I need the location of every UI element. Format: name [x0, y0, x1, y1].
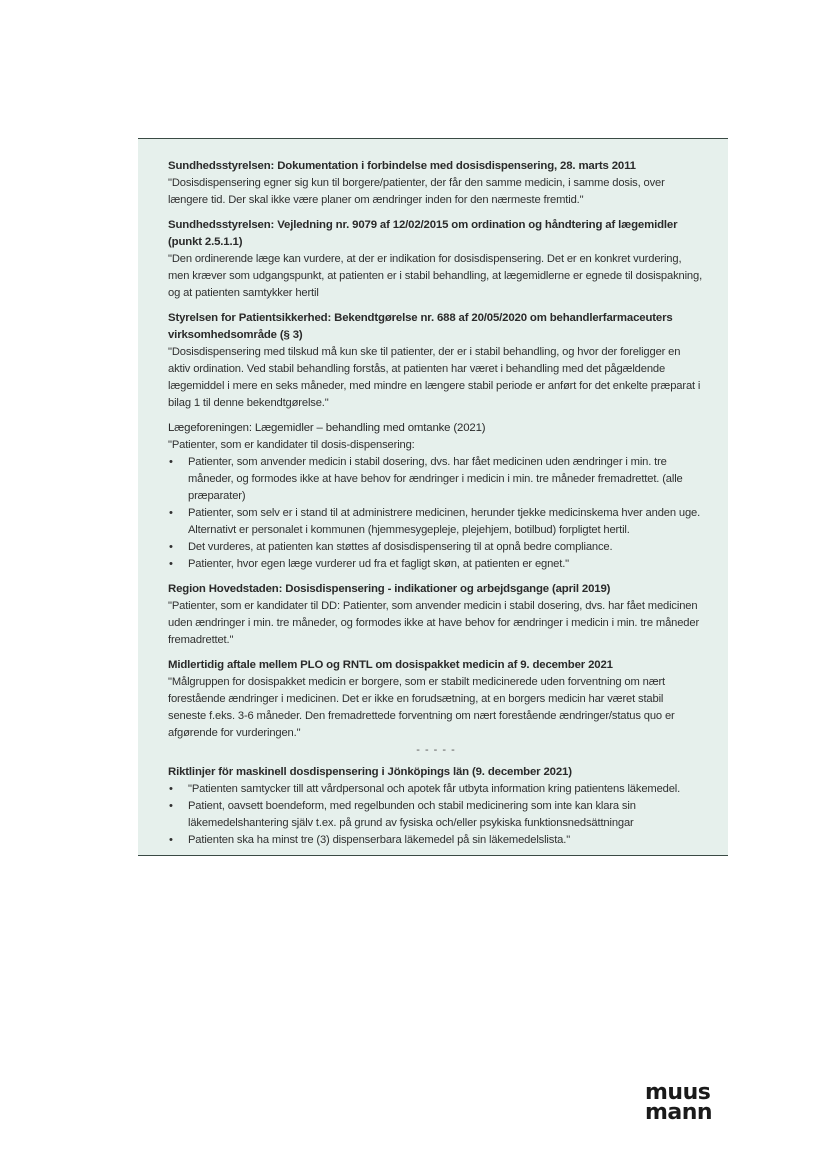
section-stps-2020: [168, 310, 704, 412]
list-item: • Patient, oavsett boendeform, med regelbunden och stabil medicinering som inte kan klara sin läkemedelshantering själv t.ex. på grund av fysiska och/eller psykiska funktionsnedsättningar: [168, 798, 704, 832]
logo-line: muus: [645, 1080, 711, 1105]
section-heading: Region Hovedstaden: Dosisdispensering - indikationer og arbejdsgange (april 2019): [168, 583, 611, 595]
section-laegeforeningen: [168, 420, 704, 573]
section-heading: Sundhedsstyrelsen: Dokumentation i forbindelse med dosisdispensering, 28. marts 2011: [168, 160, 636, 172]
section-body: "Den ordinerende læge kan vurdere, at der er indikation for dosisdispensering. Det er en konkret vurdering, men kræver som udgangspunkt, at patienten er i stabil behandling, at lægemidlerne er egnede til dosispakning, og at patienten samtykker hertil: [168, 253, 703, 299]
list-item: • Patienter, som anvender medicin i stabil dosering, dvs. har fået medicinen uden ændringer i min. tre måneder, og formodes ikke at have behov for ændringer i medicin i min. tre måneder fremadrettet. (alle præparater): [168, 454, 704, 505]
bullet-list: [168, 781, 704, 849]
list-item: • Patienter, som selv er i stand til at administrere medicinen, herunder tjekke medicinskema hver anden uge. Alternativt er personalet i kommunen (hjemmesygepleje, plejehjem, botilbud) forpligtet hertil.: [168, 505, 704, 539]
section-heading: Lægeforeningen: Lægemidler – behandling med omtanke (2021): [168, 422, 486, 434]
section-sst-2011: [168, 158, 704, 209]
muusmann-logo: [645, 1080, 725, 1125]
section-body: "Målgruppen for dosispakket medicin er borgere, som er stabilt medicinerede uden forventning om nært forestående ændringer i medicinen. Det er ikke en forudsætning, at en borgers medicin har været stabil seneste f.eks. 3-6 måneder. Den fremadrettede forventning om nært forestående ændringer/status quo er afgørende for vurderingen.": [168, 676, 675, 739]
separator: - - - - -: [416, 744, 456, 756]
logo-line: mann: [645, 1100, 713, 1125]
list-item: • Det vurderes, at patienten kan støttes af dosisdispensering til at opnå bedre compliance.: [168, 539, 704, 556]
section-plo-rntl: [168, 657, 704, 742]
section-body: "Dosisdispensering med tilskud må kun ske til patienter, der er i stabil behandling, og hvor der foreligger en aktiv ordination. Ved stabil behandling forstås, at patienten har været i behandling med det pågældende lægemiddel i mere en seks måneder, med mindre en længere stabil periode er anført for det enkelte præparat i bilag 1 til denne bekendtgørelse.": [168, 346, 701, 409]
section-body: "Dosisdispensering egner sig kun til borgere/patienter, der får den samme medicin, i samme dosis, over længere tid. Der skal ikke være planer om ændringer inden for den nærmeste fremtid.": [168, 177, 665, 206]
section-intro: "Patienter, som er kandidater til dosis-dispensering:: [168, 439, 415, 451]
section-region-hovedstaden: [168, 581, 704, 649]
section-heading: Riktlinjer för maskinell dosdispensering i Jönköpings län (9. december 2021): [168, 766, 572, 778]
section-sst-2015: [168, 217, 704, 302]
bullet-list: [168, 454, 704, 573]
section-heading: Styrelsen for Patientsikkerhed: Bekendtgørelse nr. 688 af 20/05/2020 om behandlerfarmaceuters virksomhedsområde (§ 3): [168, 312, 673, 341]
list-item: • Patienten ska ha minst tre (3) dispenserbara läkemedel på sin läkemedelslista.": [168, 832, 704, 849]
list-item: • Patienter, hvor egen læge vurderer ud fra et fagligt skøn, at patienten er egnet.": [168, 556, 704, 573]
section-heading: Midlertidig aftale mellem PLO og RNTL om dosispakket medicin af 9. december 2021: [168, 659, 613, 671]
quotation-box: [138, 138, 728, 856]
list-item: • "Patienten samtycker till att vårdpersonal och apotek får utbyta information kring patientens läkemedel.: [168, 781, 704, 798]
section-heading: Sundhedsstyrelsen: Vejledning nr. 9079 af 12/02/2015 om ordination og håndtering af lægemidler (punkt 2.5.1.1): [168, 219, 678, 248]
section-jonkoping: [168, 764, 704, 849]
section-body: "Patienter, som er kandidater til DD: Patienter, som anvender medicin i stabil dosering, dvs. har fået medicinen uden ændringer i min. tre måneder, og formodes ikke at have behov for ændringer i medicin i min. tre måneder fremadrettet.": [168, 600, 700, 646]
